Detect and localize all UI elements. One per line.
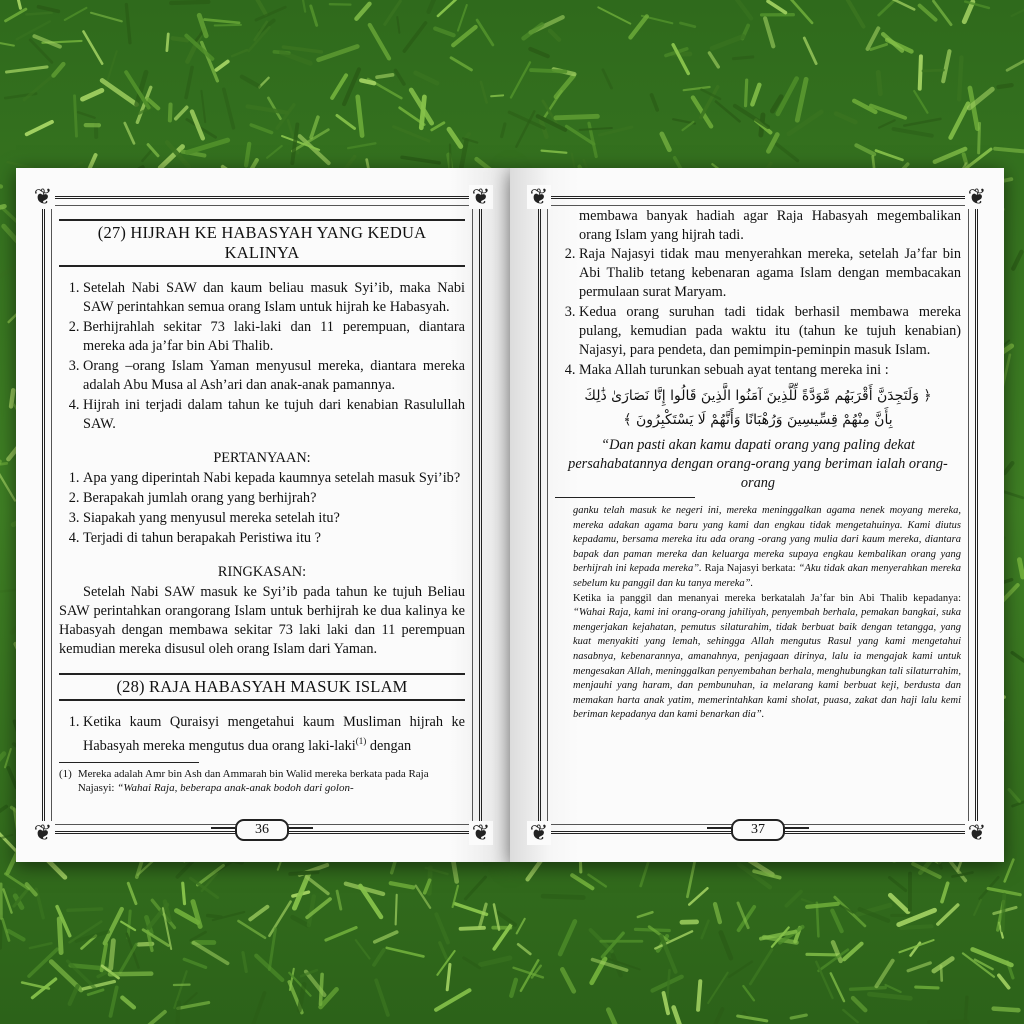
- event-list: [59, 713, 465, 756]
- footnote-number: (1): [59, 767, 72, 780]
- corner-ornament-icon: ❦: [31, 185, 55, 209]
- summary-title: RINGKASAN:: [217, 564, 307, 580]
- footnote-quote: “Wahai Raja, beberapa anak-anak bodoh dari golon-: [117, 781, 354, 794]
- footnote-ref: (1): [355, 736, 367, 746]
- corner-ornament-icon: ❦: [965, 821, 989, 845]
- quran-verse: [555, 384, 961, 432]
- corner-ornament-icon: ❦: [965, 185, 989, 209]
- corner-ornament-icon: ❦: [469, 821, 493, 845]
- event-list: [555, 245, 961, 380]
- right-page: [510, 168, 1004, 862]
- questions-title: PERTANYAAN:: [213, 450, 311, 466]
- question-item: 3. Siapakah yang menyusul mereka setelah itu?: [83, 509, 465, 528]
- left-page: [16, 168, 510, 862]
- page-number: 37: [731, 819, 785, 841]
- question-item: 1. Apa yang diperintah Nabi kepada kaumnya setelah masuk Syi’ib?: [83, 469, 465, 488]
- corner-ornament-icon: ❦: [527, 821, 551, 845]
- list-item: 2. Berhijrahlah sekitar 73 laki-laki dan 11 perempuan, diantara mereka ada ja’far bin Abi Thalib.: [83, 318, 465, 356]
- list-item: 3. Orang –orang Islam Yaman menyusul mereka, diantara mereka adalah Abu Musa al Ash’ari dan anak-anak pamannya.: [83, 357, 465, 395]
- section-heading: (28) RAJA HABASYAH MASUK ISLAM: [59, 673, 465, 701]
- summary-paragraph: Setelah Nabi SAW masuk ke Syi’ib pada tahun ke tujuh Beliau SAW perintahkan orangorang Islam untuk berhijrah ke dua kalinya ke Habasyah dengan membawa sekitar 73 laki laki dan 11 perempuan kemudian mereka disusul oleh orang Islam dari Yaman.: [59, 584, 465, 657]
- corner-ornament-icon: ❦: [469, 185, 493, 209]
- questions-list: [59, 469, 465, 548]
- ornamental-border: [33, 184, 491, 845]
- corner-ornament-icon: ❦: [527, 185, 551, 209]
- list-item: 2. Raja Najasyi tidak mau menyerahkan mereka, setelah Ja’far bin Abi Thalib tetang kebenaran agama Islam dengan membacakan permulaan surat Maryam.: [579, 245, 961, 302]
- list-item: 1. Ketika kaum Quraisyi mengetahui kaum Musliman hijrah ke Habasyah mereka mengutus dua orang laki-laki$^{(1)}$ dengan: [83, 713, 465, 756]
- list-item: 3. Kedua orang suruhan tadi tidak berhasil membawa mereka pulang, kemudian pada waktu itu (tahun ke tujuh kenabian) Najasyi, para pendeta, dan pemimpin-peminpin masuk Islam.: [579, 303, 961, 360]
- footnote-text: Mereka adalah Amr bin Ash dan Ammarah bin Walid mereka berkata pada Raja Najasyi:: [77, 767, 429, 794]
- footnote: [59, 767, 465, 795]
- question-item: 2. Berapakah jumlah orang yang berhijrah?: [83, 489, 465, 508]
- section-heading: (27) HIJRAH KE HABASYAH YANG KEDUA KALINYA: [59, 219, 465, 267]
- verse-translation: “Dan pasti akan kamu dapati orang yang paling dekat persahabatannya dengan orang-orang yang beriman ialah orang-orang: [568, 437, 948, 491]
- list-item: 1. Setelah Nabi SAW dan kaum beliau masuk Syi’ib, maka Nabi SAW perintahkan semua orang Islam untuk hijrah ke Habasyah.: [83, 279, 465, 317]
- continuation-paragraph: membawa banyak hadiah agar Raja Habasyah megembalikan orang Islam yang hijrah tadi.: [579, 208, 961, 243]
- question-item: 4. Terjadi di tahun berapakah Peristiwa itu ?: [83, 529, 465, 548]
- corner-ornament-icon: ❦: [31, 821, 55, 845]
- footnote-continued: ganku telah masuk ke negeri ini, mereka meninggalkan agama nenek moyang mereka, mereka adakan agama baru yang kami dan engkau tidak mengetahuinya. Kami diutus kepadamu, bersama mereka itu ada orang -orang yang mulia dari kaum mereka, diantara bapak dan paman mereka dan keluarga mereka supaya engkau kembalikan orang yang berhijrah ini kepada mereka”. Raja Najasyi berkata: “Aku tidak akan menyerahkan mereka sebelum ku panggil dan ku tanya mereka”. Ketika ia panggil dan menanyai mereka berkatalah Ja’far bin Abi Thalib kepadanya: “Wahai Raja, kami ini orang-orang jahiliyah, penyembah berhala, pemakan bangkai, suka mengerjakan kejahatan, pemutus silaturahim, tidak berbuat baik dengan tetangga, yang kuat menyakiti yang lemah, sehingga Allah mengutus Rasul yang kami mengetahui nasabnya, kebenarannya, amanahnya, penjagaan dirinya, lalu ia mengajak kami untuk mengesakan Allah, meninggalkan penyembahan berhala, menghubungkan tali silaturrahim, menjauhi yang haram, dan pembunuhan, ia melarang kami berbuat keji, berdusta dan memakan harta anak yatim, memerintahkan kami sholat, puasa, zakat dan haji lalu kemi beriman kepadanya dan kami benarkan dia”.: [573, 505, 961, 721]
- quran-verse-line: بِأَنَّ مِنْهُمْ قِسِّيسِينَ وَرُهْبَانًا وَأَنَّهُمْ لَا يَسْتَكْبِرُونَ ﴾: [623, 412, 893, 428]
- list-item: 4. Maka Allah turunkan sebuah ayat tentang mereka ini :: [579, 361, 961, 380]
- event-list: [59, 279, 465, 434]
- ornamental-border: [529, 184, 987, 845]
- quran-verse-line: ﴿ وَلَتَجِدَنَّ أَقْرَبَهُم مَّوَدَّةً لِّلَّذِينَ آمَنُوا الَّذِينَ قَالُوا إِنَّا نَصَارَىٰ ذَٰلِكَ: [584, 388, 932, 404]
- page-number: 36: [235, 819, 289, 841]
- list-item: 4. Hijrah ini terjadi dalam tahun ke tujuh dari kenabian Rasulullah SAW.: [83, 396, 465, 434]
